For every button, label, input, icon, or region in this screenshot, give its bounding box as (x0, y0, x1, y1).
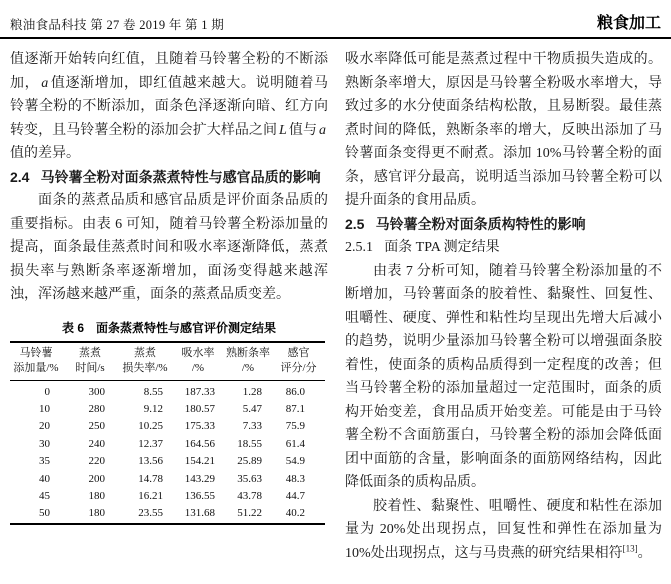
left-column (10, 48, 328, 565)
table-caption-text: 面条蒸煮特性与感官评价测定结果 (96, 320, 277, 335)
col-header-cook-time: 蒸煮 时间/s (75, 346, 105, 374)
col-header-cook-loss: 蒸煮 损失率/% (122, 346, 168, 374)
variable-a: a (319, 122, 327, 138)
heading-number: 2.4 (10, 168, 30, 185)
paragraph-color-analysis: 值逐渐开始转向红值，且随着马铃薯全粉的不断添加， a 值逐渐增加，即红值越来越大。说明随着马铃薯全粉的不断添加，面条色泽逐渐向暗、红方向转变，且马铃薯全粉的添加会扩大样品之间 L 值与 a值的差异。 (10, 52, 329, 161)
paragraph-cooking-quality: 面条的蒸煮品质和感官品质是评价面条品质的重要指标。由表 6 可知，随着马铃薯全粉添加量的提高，面条最佳蒸煮时间和吸水率逐渐降低，蒸煮损失率与熟断条率逐渐增加，面汤变得越来越浑浊，浑汤越来越严重，面条的蒸煮品质变差。 (10, 193, 328, 302)
paragraph-tpa-results: 由表 7 分析可知，随着马铃薯全粉添加量的不断增加，马铃薯面条的胶着性、黏聚性、回复性、咀嚼性、硬度、弹性和粘性均呈现出先增大后减小的趋势，说明少量添加马铃薯全粉可以增强面条胶着性，使面条的质构品质得到一定程度的改善；但当马铃薯全粉的添加量超过一定范围时，面条的质构开始变差，食用品质开始变差。可能是由于马铃薯全粉不含面筋蛋白，马铃薯全粉的添加会降低面团中面筋的含量，影响面条的面筋网络结构，因此降低面条的质构品质。 (345, 263, 662, 490)
heading-text: 马铃薯全粉对面条质构特性的影响 (375, 215, 586, 232)
table-row: 45 180 16.21 136.55 43.78 44.7 (39, 489, 305, 502)
running-head (0, 0, 671, 39)
heading-2-5 (345, 213, 662, 237)
col-header-sensory-score: 感官 评分/分 (280, 346, 317, 374)
table-row: 20 250 10.25 175.33 7.33 75.9 (39, 420, 305, 433)
heading-number: 2.5 (345, 215, 365, 232)
paragraph-water-absorption: 吸水率降低可能是蒸煮过程中干物质损失造成的。熟断条率增大，原因是马铃薯全粉吸水率增大，导致过多的水分使面条结构松散，且易断裂。最佳蒸煮时间的降低，熟断条率的增大，反映出添加了马铃薯面条变得更不耐煮。添加 10%马铃薯全粉的面条，感官评分最高，说明适当添加马铃薯全粉可以提升面条的食用品质。 (345, 52, 662, 208)
journal-info: 粮油食品科技 第 27 卷 2019 年 第 1 期 (10, 18, 225, 32)
col-header-broken-rate: 熟断条率 /% (226, 346, 270, 374)
heading-number: 2.5.1 (345, 240, 373, 255)
table-row: 40 200 14.78 143.29 35.63 48.3 (39, 472, 305, 485)
table-6-body (10, 380, 325, 524)
reference-marker-13: [13] (622, 542, 638, 553)
section-label: 粮食加工 (596, 15, 661, 32)
heading-2-4 (10, 166, 328, 190)
heading-text: 马铃薯全粉对面条蒸煮特性与感官品质的影响 (40, 168, 321, 185)
two-column-body (0, 39, 671, 565)
table-row: 30 240 12.37 164.56 18.55 61.4 (39, 437, 305, 450)
heading-2-5-1 (345, 236, 662, 260)
table-row: 50 180 23.55 131.68 51.22 40.2 (39, 507, 305, 520)
table-6-block (10, 320, 328, 525)
table-6 (10, 341, 325, 525)
table-6-header (10, 342, 325, 381)
table-6-caption (10, 320, 328, 336)
table-caption-label: 表 6 (61, 320, 84, 335)
table-row: 0 300 8.55 187.33 1.28 86.0 (44, 385, 305, 398)
table-row: 10 280 9.12 180.57 5.47 87.1 (39, 402, 305, 415)
col-header-water-absorption: 吸水率 /% (181, 346, 215, 374)
variable-L: L (279, 122, 287, 138)
table-row: 35 220 13.56 154.21 25.89 54.9 (39, 455, 305, 468)
paragraph-inflection-points: 胶着性、黏聚性、咀嚼性、硬度和粘性在添加量为 20%处出现拐点，回复性和弹性在添加量为10%处出现拐点，这与马贵燕的研究结果相符[13]。 (345, 498, 662, 561)
col-header-addition: 马铃薯 添加量/% (13, 346, 59, 374)
variable-a: a (41, 75, 49, 91)
right-column (345, 48, 662, 565)
heading-text: 面条 TPA 测定结果 (384, 240, 500, 255)
